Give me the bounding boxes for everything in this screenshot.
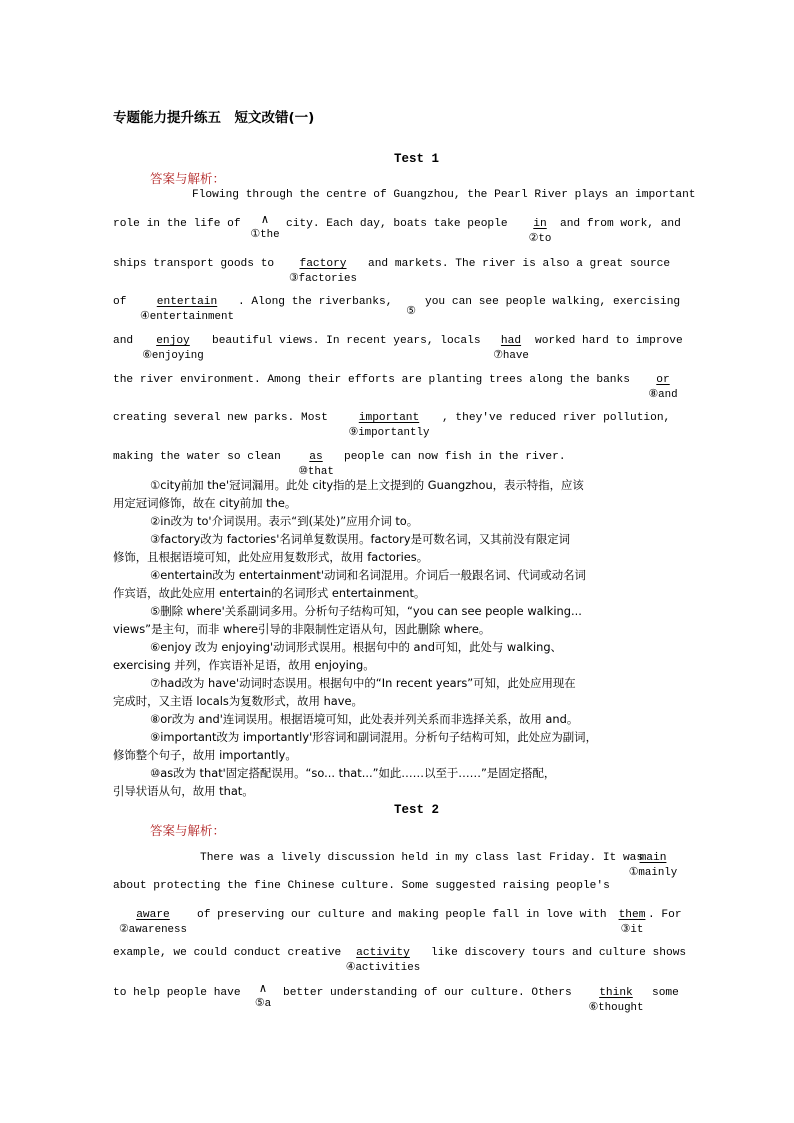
passage-line: Flowing through the centre of Guangzhou, the Pearl River plays an important (192, 189, 696, 201)
mark-number: ⑤ (406, 306, 416, 318)
explanation-line: ⑥enjoy 改为 enjoying'动词形式误用。根据句中的 and可知，此处与 walking、 (150, 640, 562, 654)
passage-line: worked hard to improve (535, 335, 683, 347)
explanation-line: ⑦had改为 have'动词时态误用。根据句中的“In recent years”可知，此处应用现在 (150, 676, 576, 690)
correction-text: a (264, 998, 272, 1010)
passage-line: and markets. The river is also a great source (368, 258, 671, 270)
passage-line: , they've reduced river pollution, (442, 412, 671, 424)
mark-number: ⑤ (254, 998, 265, 1010)
error-word: enjoy (156, 335, 190, 347)
passage-line: like discovery tours and culture shows (431, 947, 687, 959)
insert-caret: ∧ (261, 213, 269, 227)
explanation-line: ⑧or改为 and'连词误用。根据语境可知，此处表并列关系而非选择关系，故用 and。 (150, 712, 579, 726)
error-word: activity (356, 947, 410, 959)
test2-title: Test 2 (394, 803, 440, 817)
error-word: or (656, 374, 670, 386)
correction-mark (246, 214, 284, 241)
explanation-line: ⑩as改为 that'固定搭配误用。“so... that...”如此……以至于……”是固定搭配， (150, 766, 556, 780)
test1-title: Test 1 (394, 152, 440, 166)
passage-line: people can now fish in the river. (344, 451, 566, 463)
explanation-line: ②in改为 to'介词误用。表示“到(某处)”应用介词 to。 (150, 514, 419, 528)
document-title: 专题能力提升练五 短文改错(一) (113, 110, 315, 126)
test2-answer-label: 答案与解析： (150, 823, 226, 838)
mark-number: ⑥ (142, 350, 152, 362)
correction-mark (403, 303, 419, 318)
passage-line: and (113, 335, 134, 347)
correction-mark (294, 451, 338, 478)
passage-line: better understanding of our culture. Others (283, 987, 572, 999)
passage-line: some (652, 987, 679, 999)
explanation-line: 作宾语，故此处应用 entertain的名词形式 entertainment。 (113, 586, 426, 600)
passage-line: . Along the riverbanks, (238, 296, 393, 308)
mark-number: ⑥ (588, 1002, 599, 1014)
error-word: aware (136, 909, 170, 921)
correction-text: have (502, 350, 529, 362)
mark-number: ⑩ (298, 466, 308, 478)
error-word: entertain (156, 296, 218, 308)
correction-mark (136, 335, 210, 362)
passage-line: creating several new parks. Most (113, 412, 328, 424)
passage-line: example, we could conduct creative (113, 947, 342, 959)
correction-mark (583, 987, 649, 1014)
mark-number: ③ (288, 273, 299, 285)
error-word: them (618, 909, 646, 921)
explanation-line: ①city前加 the'冠词漏用。此处 city指的是上文提到的 Guangzhou，表示特指，应该 (150, 478, 584, 492)
passage-line: of (113, 296, 127, 308)
insert-caret: ∧ (259, 982, 267, 996)
explanation-line: ④entertain改为 entertainment'动词和名词混用。介词后一般跟名词、代词或动名词 (150, 568, 586, 582)
mark-number: ① (628, 867, 639, 879)
mark-number: ⑨ (348, 427, 359, 439)
correction-mark (489, 335, 533, 362)
passage-line: city. Each day, boats take people (286, 218, 508, 230)
correction-mark (643, 374, 683, 401)
correction-mark (523, 218, 557, 245)
explanation-line: ⑨important改为 importantly'形容词和副词混用。分析句子结构可知，此处应为副词， (150, 730, 597, 744)
correction-text: it (630, 924, 644, 936)
correction-text: and (658, 389, 678, 401)
explanation-line: exercising 并列，作宾语补足语，故用 enjoying。 (113, 658, 375, 672)
passage-line: the river environment. Among their efforts are planting trees along the banks (113, 374, 630, 386)
explanation-line: ⑤删除 where'关系副词多用。分析句子结构可知，“you can see people walking... (150, 604, 582, 618)
correction-text: enjoying (151, 350, 204, 362)
correction-text: to (538, 233, 552, 245)
correction-text: activities (355, 962, 421, 974)
passage-line: making the water so clean (113, 451, 281, 463)
error-word: had (500, 335, 522, 347)
error-word: factory (299, 258, 347, 270)
explanation-line: 引导状语从句，故用 that。 (113, 784, 254, 798)
passage-line: about protecting the fine Chinese culture. Some suggested raising people's (113, 880, 610, 892)
mark-number: ⑧ (648, 389, 659, 401)
correction-mark (113, 909, 193, 936)
passage-line: of preserving our culture and making people fall in love with (197, 909, 607, 921)
explanation-line: 用定冠词修饰，故在 city前加 the。 (113, 496, 297, 510)
error-word: in (533, 218, 547, 230)
mark-number: ② (118, 924, 129, 936)
correction-mark (248, 983, 278, 1010)
explanation-line: ③factory改为 factories'名词单复数误用。factory是可数名词，又其前没有限定词 (150, 532, 571, 546)
correction-text: the (260, 229, 280, 241)
mark-number: ④ (345, 962, 356, 974)
correction-text: mainly (638, 867, 678, 879)
explanation-line: 修饰整个句子，故用 importantly。 (113, 748, 297, 762)
correction-mark (622, 852, 684, 879)
correction-mark (342, 412, 436, 439)
mark-number: ① (250, 229, 261, 241)
correction-text: importantly (358, 427, 430, 439)
mark-number: ③ (620, 924, 631, 936)
explanation-line: 修饰，且根据语境可知，此处应用复数形式，故用 factories。 (113, 550, 429, 564)
correction-text: awareness (128, 924, 187, 936)
correction-mark (614, 909, 650, 936)
correction-text: that (307, 466, 334, 478)
test1-answer-label: 答案与解析： (150, 171, 226, 186)
passage-line: . For (648, 909, 682, 921)
error-word: main (639, 852, 667, 864)
correction-text: thought (598, 1002, 644, 1014)
mark-number: ④ (140, 311, 150, 323)
correction-mark (283, 258, 363, 285)
correction-mark (137, 296, 237, 323)
correction-text: factories (298, 273, 357, 285)
mark-number: ② (528, 233, 539, 245)
mark-number: ⑦ (493, 350, 503, 362)
passage-line: There was a lively discussion held in my class last Friday. It was (200, 852, 644, 864)
passage-line: ships transport goods to (113, 258, 275, 270)
correction-mark (340, 947, 426, 974)
explanation-line: 完成时，又主语 locals为复数形式，故用 have。 (113, 694, 363, 708)
passage-line: and from work, and (560, 218, 681, 230)
error-word: think (599, 987, 633, 999)
error-word: as (309, 451, 323, 463)
correction-text: entertainment (149, 311, 234, 323)
passage-line: to help people have (113, 987, 241, 999)
passage-line: role in the life of (113, 218, 241, 230)
passage-line: beautiful views. In recent years, locals (212, 335, 481, 347)
error-word: important (358, 412, 420, 424)
passage-line: you can see people walking, exercising (425, 296, 681, 308)
explanation-line: views”是主句，而非 where引导的非限制性定语从句，因此删除 where。 (113, 622, 491, 636)
